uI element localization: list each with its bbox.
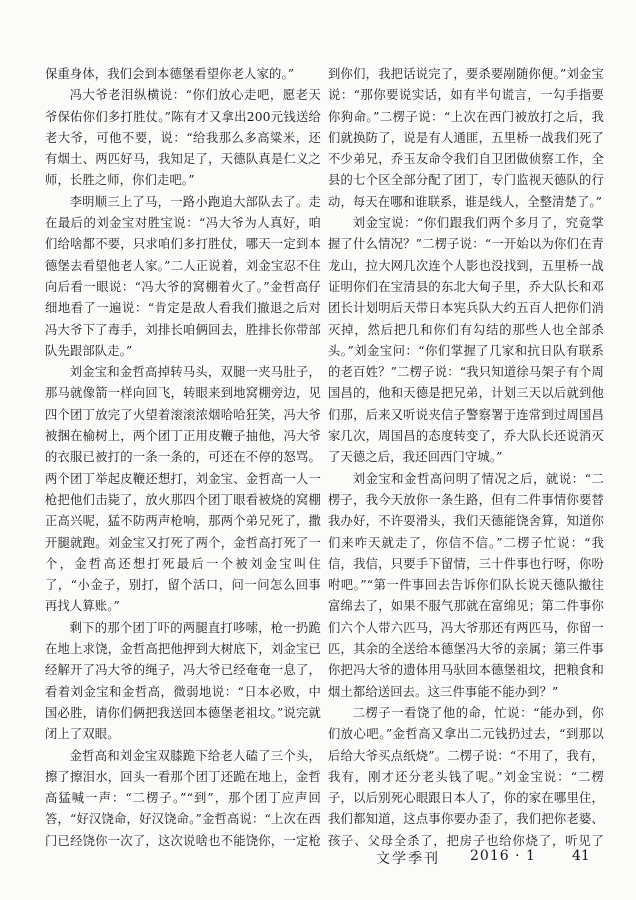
- paragraph: 刘金宝和金哲高掉转马头，双腿一夹马肚子，那马就像箭一样向回飞，转眼来到地窝棚旁边，见四个团丁放完了火望着滚滚浓烟哈哈狂笑，冯大爷被捆在榆树上，两个团丁正用皮鞭子抽他，冯大爷的衣服已被打的一条一条的，可还在不停的怒骂。两个团丁举起皮鞭还想打，刘金宝、金哲高一人一枪把他们击毙了，放火那四个团丁眼看被烧的窝棚正高兴呢，猛不防两声枪响，那两个弟兄死了，撒开腿就跑。刘金宝又打死了两个，金哲高打死了一个，金哲高还想打死最后一个被刘金宝叫住了，“小金子，别打，留个活口，问一问怎么回事再找人算账。”: [45, 365, 321, 614]
- right-column: [328, 64, 604, 854]
- page-number: 41: [572, 848, 590, 864]
- paragraph: 刘金宝说：“你们跟我们两个多月了，究竟掌握了什么情况？”二楞子说：“一开始以为你们在青龙山，拉大网几次连个人影也没找到，五里桥一战证明你们在宝清县的东北大甸子里，乔大队长和邓团长计划明后天带日本宪兵队大约五百人把你们消灭掉，然后把几和你们有勾结的那些人也全部杀头。”刘金宝问：“你们掌握了几家和抗日队有联系的老百姓？”二楞子说：“我只知道徐马架子有个周国昌的，他和天德是把兄弟，计划三天以后就到他们那，后来又听说夹信子警察署于连常到过周国昌家几次，周国昌的态度转变了，乔大队长还说消灭了天德之后，我还回西门守城。”: [328, 216, 604, 465]
- issue-number: 2016 · 1: [470, 848, 536, 864]
- paragraph: 刘金宝和金哲高问明了情况之后，就说：“二楞子，我今天放你一条生路，但有二件事情你要替我办好，不许耍滑头，我们天德能饶舍算，知道你们来咋天就走了，你信不信。”二楞子忙说：“我信，我信，只要手下留情，三十件事也行呀，你吩咐吧。”“第一件事回去告诉你们队长说天德队撤往富绵去了，如果不服气那就在富绵见；第二件事你们六个人带六匹马，冯大爷那还有两匹马，你留一匹，其余的全送给本德堡冯大爷的亲属；第三件事你把冯大爷的遗体用马驮回本德堡祖坟，把粮食和烟土都给送回去。这三件事能不能办到？”: [328, 471, 604, 699]
- paragraph: 到你们，我把话说完了，要杀要剐随你便。”刘金宝说：“那你要说实话，如有半句谎言，一勾手指要你狗命。”二楞子说：“上次在西门被放打之后，我们就换防了，说是有人通匪，五里桥一战我们死了不少弟兄，乔玉友命令我们自卫团做侦察工作，全县的七个区全部分配了团丁，专门监视天德队的行动，每天在哪和谁联系，谁是线人，全整清楚了。”: [328, 67, 604, 209]
- journal-title: 文学季刊: [376, 851, 440, 867]
- page-footer: [0, 848, 636, 872]
- paragraph: 保重身体，我们会到本德堡看望你老人家的。”: [45, 67, 295, 81]
- paragraph: 剩下的那个团丁吓的两腿直打哆嗦，枪一扔跪在地上求饶，金哲高把他押到大树底下，刘金宝已经解开了冯大爷的绳子，冯大爷已经奄奄一息了，看着刘金宝和金哲高，微弱地说：“日本必败，中国必胜，请你们俩把我送回本德堡老祖坟。”说完就闭上了双眼。: [45, 620, 321, 742]
- paragraph: 二楞子一看饶了他的命，忙说：“能办到，你们放心吧。”金哲高又拿出二元钱扔过去，“到那以后给大爷买点纸烧”。二楞子说：“不用了，我有，我有，刚才还分老头钱了呢。”刘金宝说：“二楞子，以后别死心眼跟日本人了，你的家在哪里住，我们都知道，这点事你要办歪了，我们把你老婆、孩子、父母全杀了，把房子也给你烧了，听见了: [328, 705, 604, 848]
- left-column: [45, 64, 321, 854]
- paragraph: 李明顺三上了马，一路小跑追大部队去了。走在最后的刘金宝对胜宝说：“冯大爷为人真好，咱们给啥都不要，只求咱们多打胜仗，哪天一定到本德堡去看望他老人家。”二人正说着，刘金宝忍不住向后看一眼说：“冯大爷的窝棚着火了。”金哲高仔细地看了一遍说：“肯定是敌人看我们撤退之后对冯大爷下了毒手，刘排长咱俩回去，胜排长你带部队先跟部队走。”: [45, 194, 321, 358]
- paragraph: 金哲高和刘金宝双膝跪下给老人磕了三个头，擦了擦泪水，回头一看那个团丁还跪在地上，金哲高猛喊一声：“二楞子。”“到”，那个团丁应声回答，“好汉饶命，好汉饶命。”金哲高说：“上次在西门已经饶你一次了，这次说啥也不能饶你，一定枪: [45, 748, 321, 848]
- paragraph: 冯大爷老泪纵横说：“你们放心走吧，愿老天爷保佑你们多打胜仗。”陈有才又拿出200元钱送给老大爷，可他不要，说：“给我那么多高粱米，还有烟土、两匹好马，我知足了，天德队真是仁义之师，长胜之师，你们走吧。”: [45, 88, 321, 188]
